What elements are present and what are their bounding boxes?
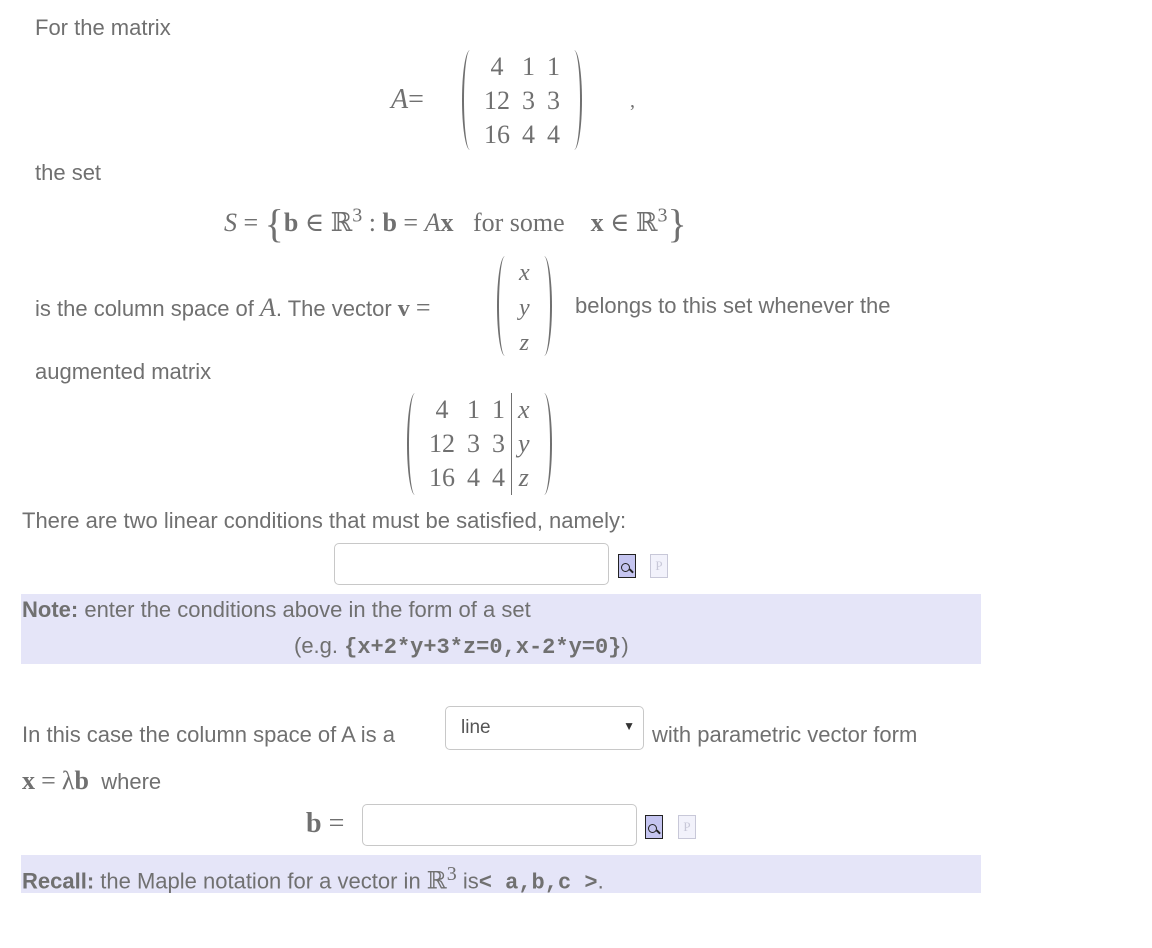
recall-code: < a,b,c > — [478, 870, 598, 896]
trailing-comma: , — [630, 90, 635, 112]
matrix-cell: 12 — [429, 429, 455, 458]
matrix-cell: 4 — [522, 120, 535, 149]
shape-selected-value: line — [461, 717, 491, 738]
recall-period: . — [597, 868, 604, 894]
math-eq: = — [415, 293, 431, 322]
vector-entry: y — [519, 295, 530, 321]
the-set-label: the set — [35, 160, 102, 185]
note-example — [294, 633, 629, 660]
left-paren — [462, 50, 478, 150]
matrix-label — [391, 84, 424, 116]
math-reals: ℝ — [330, 208, 353, 238]
math-eq: = — [328, 808, 345, 839]
recall-text: the Maple notation for a vector in — [94, 868, 427, 894]
math-in: ∈ — [610, 208, 630, 237]
example-code: {x+2*y+3*z=0,x-2*y=0} — [344, 635, 622, 660]
belongs-text: belongs to this set whenever the — [575, 293, 891, 318]
matrix-A-grid — [478, 50, 566, 150]
math-b: b — [74, 766, 89, 795]
note-box — [21, 594, 981, 664]
vector-entry: z — [519, 330, 529, 356]
plain-text-icon[interactable]: P — [678, 815, 696, 839]
matrix-cell: x — [511, 393, 536, 427]
b-vector-input[interactable] — [362, 804, 637, 846]
preview-icon[interactable] — [645, 815, 663, 839]
math-b: b — [283, 208, 299, 237]
math-A: A — [260, 293, 276, 322]
augmented-matrix — [407, 393, 552, 495]
text: is the column space of — [35, 296, 261, 321]
math-v: v — [397, 296, 410, 322]
intro-text: For the matrix — [35, 15, 171, 40]
magnifier-lens — [648, 824, 657, 833]
math-eq: = — [41, 766, 56, 795]
matrix-cell: 4 — [435, 395, 449, 424]
left-paren — [407, 393, 423, 495]
matrix-cell: 3 — [522, 86, 535, 115]
shape-text-after: with parametric vector form — [652, 722, 918, 747]
note-bold: Note: — [22, 597, 79, 622]
matrix-cell: 4 — [490, 52, 504, 81]
chevron-down-icon: ▼ — [623, 719, 635, 733]
math-eq: = — [243, 208, 259, 237]
set-definition — [224, 200, 687, 247]
magnifier-handle — [656, 829, 661, 834]
matrix-cell: 3 — [547, 86, 560, 115]
matrix-cell: 4 — [492, 463, 505, 492]
recall-box — [21, 855, 981, 896]
equals-sign: = — [408, 84, 424, 115]
matrix-cell: y — [511, 427, 536, 461]
recall-is: is — [456, 868, 479, 894]
math-colon: : — [368, 208, 376, 237]
right-paren — [536, 393, 552, 495]
note-line — [22, 597, 531, 623]
math-x: x — [22, 766, 35, 795]
preview-icon[interactable] — [618, 554, 636, 578]
math-exp: 3 — [446, 863, 457, 885]
conditions-prompt: There are two linear conditions that must be satisfied, namely: — [22, 508, 627, 533]
text: . The vector — [275, 296, 398, 321]
matrix-cell: 1 — [547, 52, 560, 81]
column-space-text — [35, 293, 431, 323]
matrix-cell: 16 — [484, 120, 510, 149]
vector-entry: x — [519, 260, 530, 286]
matrix-cell: 4 — [467, 463, 480, 492]
right-paren — [566, 50, 582, 150]
augmented-grid — [423, 393, 536, 495]
left-paren — [497, 256, 513, 356]
math-eq: = — [403, 208, 419, 237]
example-suffix: ) — [621, 633, 629, 658]
where-text: where — [101, 769, 162, 794]
matrix-cell: 1 — [467, 395, 480, 424]
shape-select[interactable] — [445, 706, 644, 750]
math-in: ∈ — [304, 208, 325, 237]
math-exp: 3 — [352, 204, 363, 227]
parametric-form — [22, 766, 161, 796]
magnifier-handle — [629, 568, 634, 573]
vector-grid — [513, 256, 536, 356]
plain-text-icon[interactable]: P — [650, 554, 668, 578]
matrix-A — [462, 50, 582, 150]
close-brace: } — [667, 201, 687, 246]
shape-text-before: In this case the column space of A is a — [22, 722, 395, 747]
matrix-cell: 3 — [467, 429, 480, 458]
open-brace: { — [264, 201, 284, 246]
b-label — [306, 808, 344, 840]
matrix-cell: 1 — [492, 395, 505, 424]
matrix-cell: 16 — [429, 463, 455, 492]
matrix-name: A — [391, 84, 409, 115]
matrix-cell: 3 — [492, 429, 505, 458]
recall-bold: Recall: — [22, 868, 95, 894]
matrix-cell: z — [511, 461, 536, 495]
math-lambda: λ — [61, 766, 75, 795]
math-S: S — [224, 208, 237, 237]
magnifier-lens — [621, 563, 630, 572]
note-text: enter the conditions above in the form of a set — [78, 597, 531, 622]
math-x: x — [440, 208, 454, 237]
matrix-cell: 4 — [547, 120, 560, 149]
matrix-cell: 12 — [484, 86, 510, 115]
math-b: b — [382, 208, 397, 237]
math-reals: ℝ — [635, 208, 658, 238]
conditions-input[interactable] — [334, 543, 609, 585]
math-x: x — [590, 208, 604, 237]
matrix-cell: 1 — [522, 52, 535, 81]
augmented-label: augmented matrix — [35, 359, 212, 384]
math-exp: 3 — [657, 204, 668, 227]
math-A: A — [424, 208, 441, 237]
vector-v — [497, 256, 552, 356]
recall-line — [22, 863, 604, 895]
example-prefix: (e.g. — [294, 633, 345, 658]
right-paren — [536, 256, 552, 356]
math-b: b — [306, 808, 322, 839]
math-for-some: for some — [472, 208, 565, 237]
math-reals: ℝ — [426, 866, 447, 895]
